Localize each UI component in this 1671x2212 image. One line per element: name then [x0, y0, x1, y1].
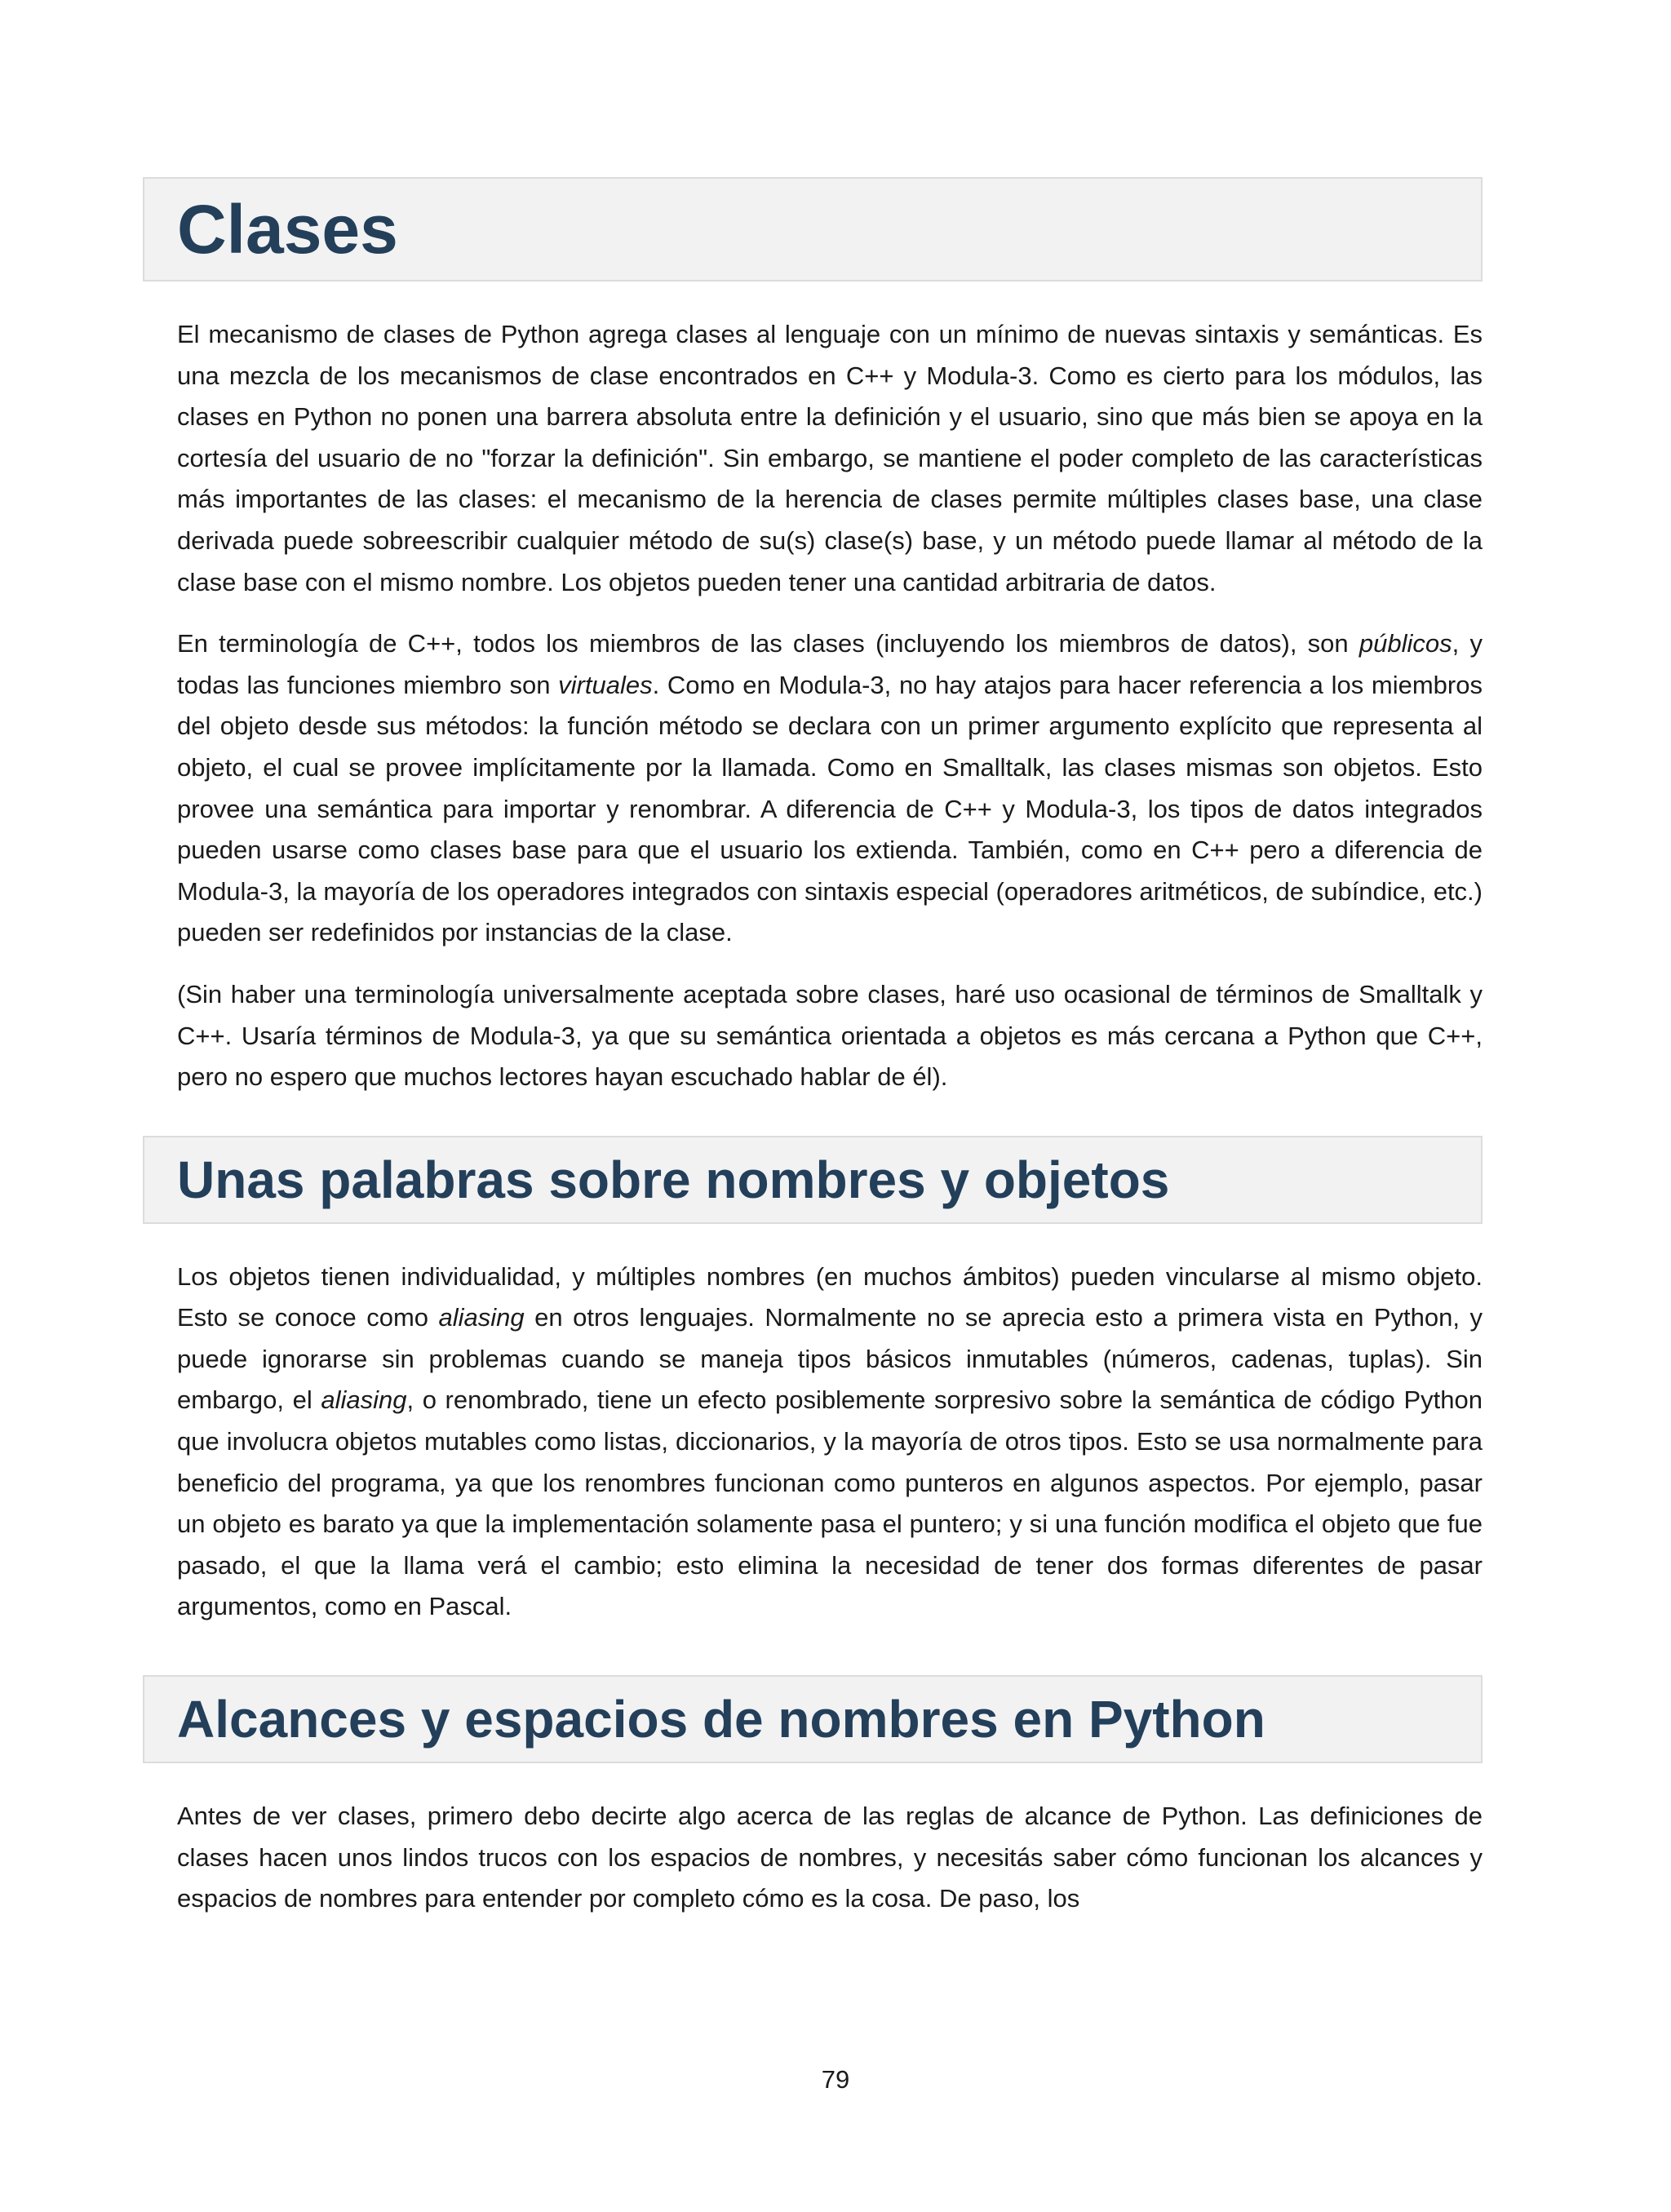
emphasis-publicos: públicos — [1359, 629, 1452, 658]
emphasis-aliasing: aliasing — [321, 1385, 407, 1415]
paragraph-clases-terminologia — [143, 623, 1483, 954]
text-run: , o renombrado, tiene un efecto posiblemente sorpresivo sobre la semántica de código Python que involucra objetos mutables como listas, diccionarios, y la mayoría de otros tipos. Esto se usa normalmente para beneficio del programa, ya que los renombres funcionan como punteros en algunos aspectos. Por ejemplo, pasar un objeto es barato ya que la implementación solamente pasa el puntero; y si una función modifica el objeto que fue pasado, el que la llama verá el cambio; esto elimina la necesidad de tener dos formas diferentes de pasar argumentos, como en Pascal. — [177, 1385, 1483, 1621]
paragraph-clases-nota: (Sin haber una terminología universalmente aceptada sobre clases, haré uso ocasional de términos de Smalltalk y C++. Usaría términos de Modula-3, ya que su semántica orientada a objetos es más cercana a Python que C++, pero no espero que muchos lectores hayan escuchado hablar de él). — [177, 979, 1483, 1092]
text-run: , y todas las funciones miembro son — [177, 629, 1483, 699]
emphasis-aliasing: aliasing — [438, 1303, 525, 1332]
text-run: Los objetos tienen individualidad, y múltiples nombres (en muchos ámbitos) pueden vincularse al mismo objeto. Esto se conoce como — [177, 1261, 1483, 1332]
text-run: . Como en Modula-3, no hay atajos para hacer referencia a los miembros del objeto desde sus métodos: la función método se declara con un primer argumento explícito que representa al objeto, el cual se provee implícitamente por la llamada. Como en Smalltalk, las clases mismas son objetos. Esto provee una semántica para importar y renombrar. A diferencia de C++ y Modula-3, los tipos de datos integrados pueden usarse como clases base para que el usuario los extienda. También, como en C++ pero a diferencia de Modula-3, la mayoría de los operadores integrados con sintaxis especial (operadores aritméticos, de subíndice, etc.) pueden ser redefinidos por instancias de la clase. — [177, 670, 1483, 947]
text-run: En terminología de C++, todos los miembros de las clases (incluyendo los miembros de datos), son — [177, 629, 1359, 658]
section-heading-box-clases — [143, 177, 1483, 281]
document-page — [143, 177, 1483, 1920]
section-title-nombres: Unas palabras sobre nombres y objetos — [177, 1150, 1170, 1209]
section-heading-box-alcances — [143, 1675, 1483, 1763]
emphasis-virtuales: virtuales — [558, 670, 653, 699]
text-run: en otros lenguajes. Normalmente no se aprecia esto a primera vista en Python, y puede ignorarse sin problemas cuando se maneja tipos básicos inmutables (números, cadenas, tuplas). Sin embargo, el — [177, 1303, 1483, 1415]
paragraph-nombres-objetos — [143, 1257, 1483, 1628]
section-title-alcances: Alcances y espacios de nombres en Python — [177, 1690, 1265, 1749]
page-number: 79 — [821, 2065, 850, 2094]
paragraph-alcances-intro: Antes de ver clases, primero debo decirte algo acerca de las reglas de alcance de Python. Las definiciones de clases hacen unos lindos trucos con los espacios de nombres, y necesitás saber cómo funcionan los alcances y espacios de nombres para entender por completo cómo es la cosa. De paso, los — [177, 1802, 1483, 1913]
section-heading-box-nombres — [143, 1136, 1483, 1224]
paragraph-clases-intro: El mecanismo de clases de Python agrega clases al lenguaje con un mínimo de nuevas sintaxis y semánticas. Es una mezcla de los mecanismos de clase encontrados en C++ y Modula-3. Como es cierto para los módulos, las clases en Python no ponen una barrera absoluta entre la definición y el usuario, sino que más bien se apoya en la cortesía del usuario de no "forzar la definición". Sin embargo, se mantiene el poder completo de las características más importantes de las clases: el mecanismo de la herencia de clases permite múltiples clases base, una clase derivada puede sobreescribir cualquier método de su(s) clase(s) base, y un método puede llamar al método de la clase base con el mismo nombre. Los objetos pueden tener una cantidad arbitraria de datos. — [177, 320, 1483, 596]
section-title-clases: Clases — [177, 191, 398, 268]
